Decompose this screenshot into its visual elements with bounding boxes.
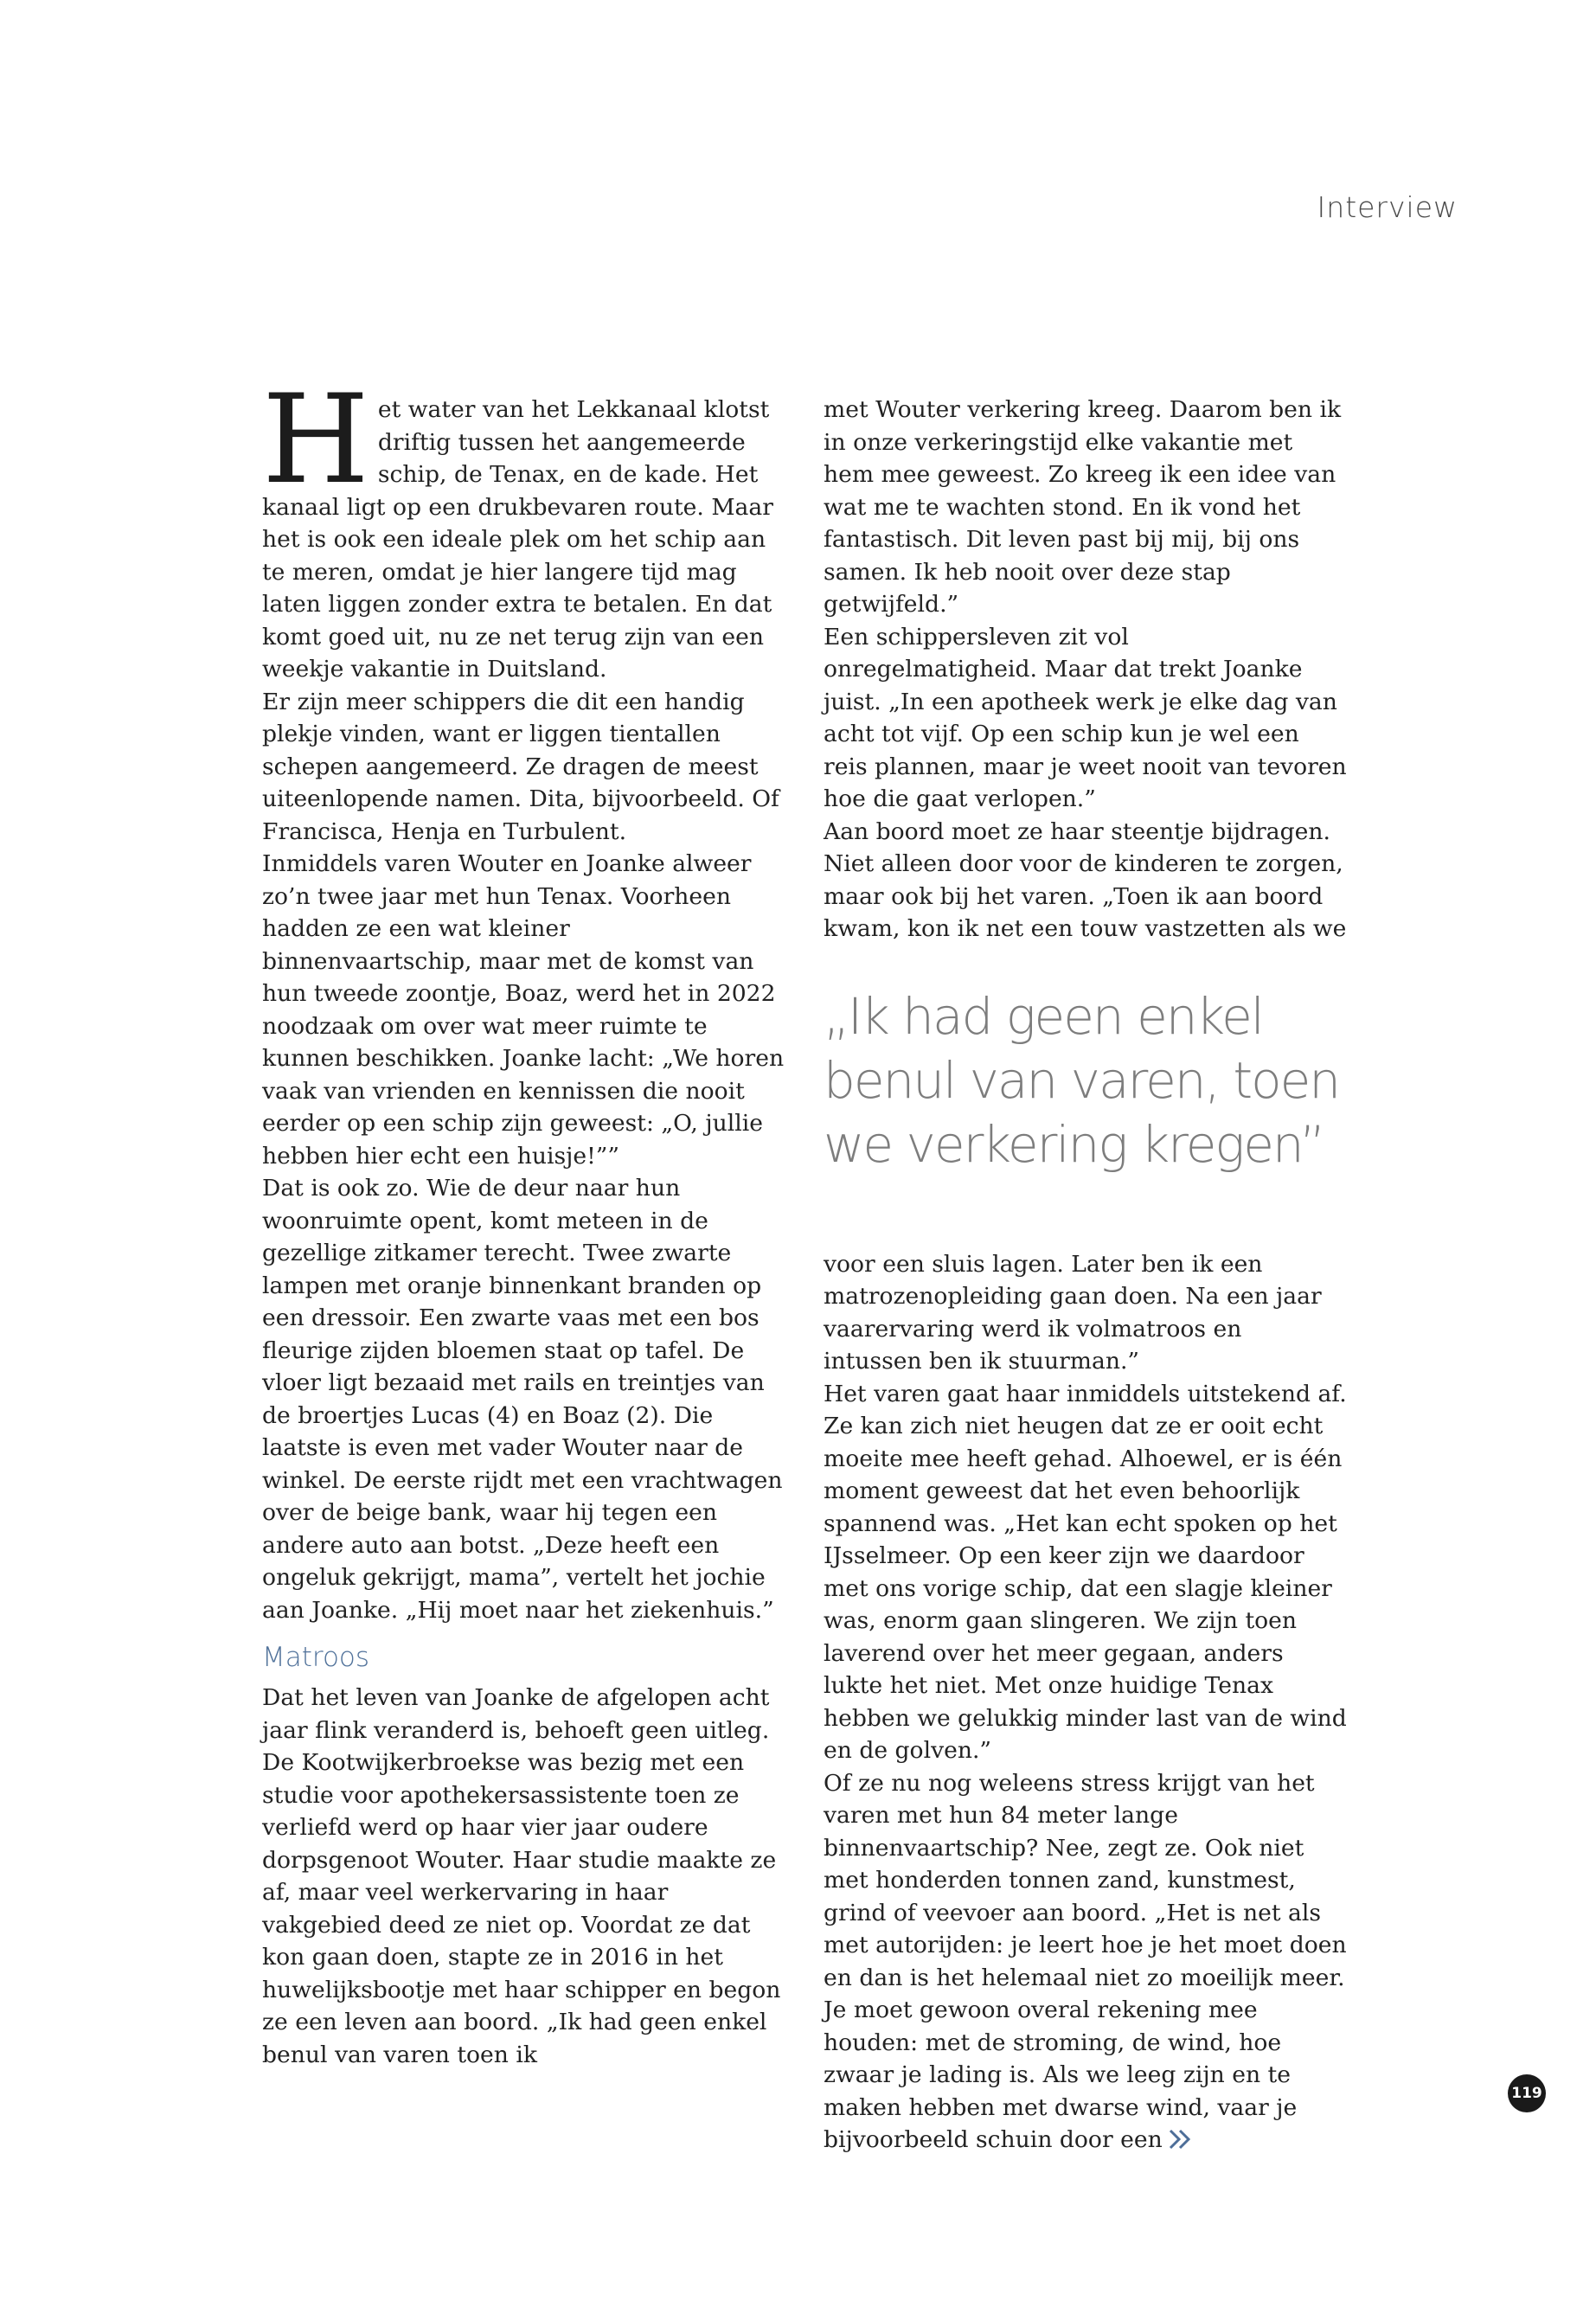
double-chevron-right-icon (1168, 2127, 1194, 2150)
article-paragraph: Het varen gaat haar inmiddels uitstekend af. Ze kan zich niet heugen dat ze er ooit echt moeite mee heeft gehad. Alhoewel, er is één moment geweest dat het even behoorlijk spannend was. „Het kan echt spoken op het IJsselmeer. Op een keer zijn we daardoor met ons vorige schip, dat een slagje kleiner was, enorm gaan slingeren. We zijn toen laverend over het meer gegaan, anders lukte het niet. Met onze huidige Tenax hebben we gelukkig minder last van de wind en de golven.” (824, 1380, 1347, 1764)
article-column-left (262, 369, 785, 2071)
article-paragraph: Aan boord moet ze haar steentje bijdragen. Niet alleen door voor de kinderen te zorgen, maar ook bij het varen. „Toen ik aan boord kwam, kon ik net een touw vastzetten als we (824, 817, 1347, 942)
article-paragraph: voor een sluis lagen. Later ben ik een matrozenopleiding gaan doen. Na een jaar vaarervaring werd ik volmatroos en intussen ben ik stuurman.” (824, 1250, 1322, 1375)
article-paragraph (262, 369, 785, 686)
article-paragraph: met Wouter verkering kreeg. Daarom ben ik in onze verkeringstijd elke vakantie met hem mee geweest. Zo kreeg ik een idee van wat me te wachten stond. En ik vond het fantastisch. Dit leven past bij mij, bij ons samen. Ik heb nooit over deze stap getwijfeld.” (824, 396, 1342, 618)
section-label: Interview (1317, 190, 1458, 224)
page-number: 119 (1508, 2074, 1546, 2112)
article-paragraph: Dat het leven van Joanke de afgelopen acht jaar flink veranderd is, behoeft geen uitleg. De Kootwijkerbroekse was bezig met een studie voor apothekersassistente toen ze verliefd werd op haar vier jaar oudere dorpsgenoot Wouter. Haar studie maakte ze af, maar veel werkervaring in haar vakgebied deed ze niet op. Voordat ze dat kon gaan doen, stapte ze in 2016 in het huwelijksbootje met haar schipper en begon ze een leven aan boord. „Ik had geen enkel benul van varen toen ik (262, 1684, 781, 2068)
paragraph-text: et water van het Lekkanaal klotst driftig tussen het aangemeerde schip, de Tenax, en de kade. Het kanaal ligt op een drukbevaren route. Maar het is ook een ideale plek om het schip aan te meren, omdat je hier langere tijd mag laten liggen zonder extra te betalen. En dat komt goed uit, nu ze net terug zijn van een weekje vakantie in Duitsland. (262, 396, 773, 683)
article-paragraph: Een schippersleven zit vol onregelmatigheid. Maar dat trekt Joanke juist. „In een apotheek werk je elke dag van acht tot vijf. Op een schip kun je wel een reis plannen, maar je weet nooit van tevoren hoe die gaat verlopen.” (824, 623, 1347, 812)
article-paragraph (824, 1767, 1347, 2157)
subheading: Matroos (262, 1642, 370, 1673)
article-paragraph: Er zijn meer schippers die dit een handig plekje vinden, want er liggen tientallen schepen aangemeerd. Ze dragen de meest uiteenlopende namen. Dita, bijvoorbeeld. Of Francisca, Henja en Turbulent. (262, 688, 779, 845)
article-paragraph: Inmiddels varen Wouter en Joanke alweer zo’n twee jaar met hun Tenax. Voorheen hadden ze een wat kleiner binnenvaartschip, maar met de komst van hun tweede zoontje, Boaz, werd het in 2022 noodzaak om over wat meer ruimte te kunnen beschikken. Joanke lacht: „We horen vaak van vrienden en kennissen die nooit eerder op een schip zijn geweest: „O, jullie hebben hier echt een huisje!”” (262, 850, 785, 1170)
article-paragraph: Dat is ook zo. Wie de deur naar hun woonruimte opent, komt meteen in de gezellige zitkamer terecht. Twee zwarte lampen met oranje binnenkant branden op een dressoir. Een zwarte vaas met een bos fleurige zijden bloemen staat op tafel. De vloer ligt bezaaid met rails en treintjes van de broertjes Lucas (4) en Boaz (2). Die laatste is even met vader Wouter naar de winkel. De eerste rijdt met een vrachtwagen over de beige bank, waar hij tegen een andere auto aan botst. „Deze heeft een ongeluk gekrijgt, mama”, vertelt het jochie aan Joanke. „Hij moet naar het ziekenhuis.” (262, 1175, 783, 1624)
paragraph-text: Of ze nu nog weleens stress krijgt van het varen met hun 84 meter lange binnenvaartschip? Nee, zegt ze. Ook niet met honderden tonnen zand, kunstmest, grind of veevoer aan boord. „Het is net als met autorijden: je leert hoe je het moet doen en dan is het helemaal niet zo moeilijk meer. Je moet gewoon overal rekening mee houden: met de stroming, de wind, hoe zwaar je lading is. Als we leeg zijn en te maken hebben met dwarse wind, vaar je bijvoorbeeld schuin door een (824, 1769, 1347, 2153)
pull-quote: „Ik had geen enkel benul van varen, toen we verkering kregen” (824, 986, 1340, 1174)
article-column-right (824, 394, 1347, 2157)
drop-cap: H (262, 369, 369, 511)
